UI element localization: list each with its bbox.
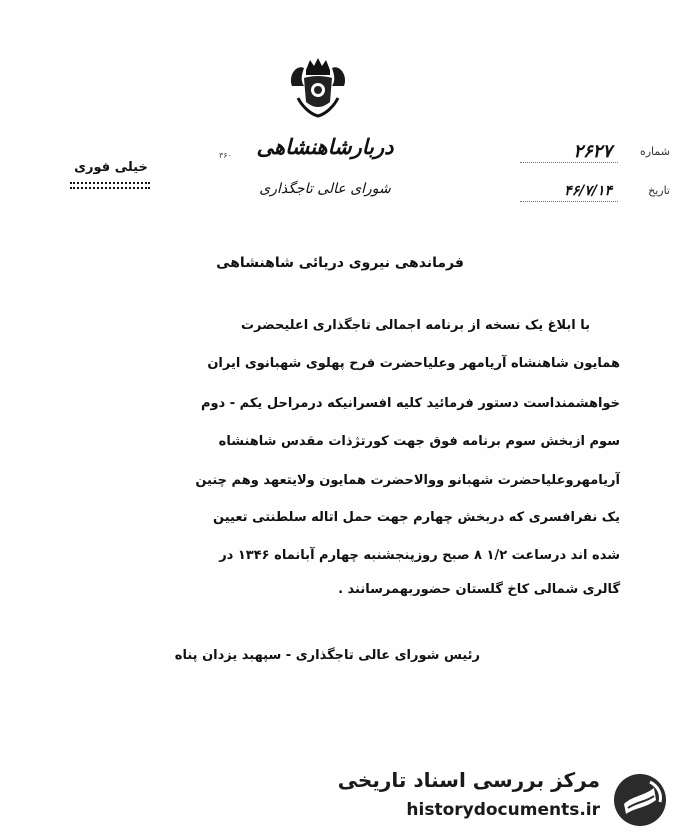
body-line: آریامهروعلیاحضرت شهبانو ووالاحضرت همایون ولایتعهد وهم چنین	[195, 473, 620, 488]
number-label: شماره	[639, 145, 670, 158]
body-line: یک نفرافسری که دربخش چهارم جهت حمل اتاله سلطنتی تعیین	[213, 510, 620, 525]
body-line: سوم ازبخش سوم برنامه فوق جهت کورتژذات مقدس شاهنشاه	[218, 434, 620, 449]
archive-watermark	[337, 762, 678, 830]
date-label: تاریخ	[648, 184, 670, 197]
court-subtitle: شورای عالی تاجگذاری	[259, 181, 391, 197]
body-line: خواهشمنداست دستور فرمائید کلیه افسرانیکه درمراحل یکم - دوم	[200, 396, 620, 411]
signature-line: رئیس شورای عالی تاجگذاری - سپهبد یزدان پناه	[174, 648, 480, 663]
recipient-line: فرماندهی نیروی دریائی شاهنشاهی	[216, 255, 464, 271]
number-value: ۲۶۲۷	[573, 141, 612, 162]
reference-mark: ۳۶۰	[219, 151, 232, 160]
number-dots	[520, 162, 618, 163]
body-line: شده اند درساعت ۱/۲ ۸ صبح روزپنجشنبه چهارم آبانماه ۱۳۴۶ در	[219, 548, 620, 563]
court-title: دربارشاهنشاهی	[256, 134, 394, 159]
urgency-label: خیلی فوری	[74, 160, 148, 175]
archive-title: مرکز بررسی اسناد تاریخی	[337, 768, 600, 792]
urgency-underline-second	[70, 187, 150, 189]
body-line: همایون شاهنشاه آریامهر وعلیاحضرت فرح پهلوی شهبانوی ایران	[207, 356, 620, 371]
archive-book-logo-icon	[610, 770, 670, 830]
body-line: گالری شمالی کاخ گلستان حضوربهمرسانند .	[338, 582, 620, 597]
archive-website: historydocuments.ir	[406, 800, 600, 820]
body-line: با ابلاغ یک نسخه از برنامه اجمالی تاجگذاری اعلیحضرت	[240, 318, 590, 333]
letter-number-row	[520, 141, 670, 167]
pahlavi-crown-emblem-icon	[286, 56, 350, 118]
date-dots	[520, 201, 618, 202]
date-value: ۴۶/۷/۱۴	[564, 183, 612, 199]
urgency-underline	[70, 182, 150, 184]
letter-date-row	[520, 180, 670, 206]
